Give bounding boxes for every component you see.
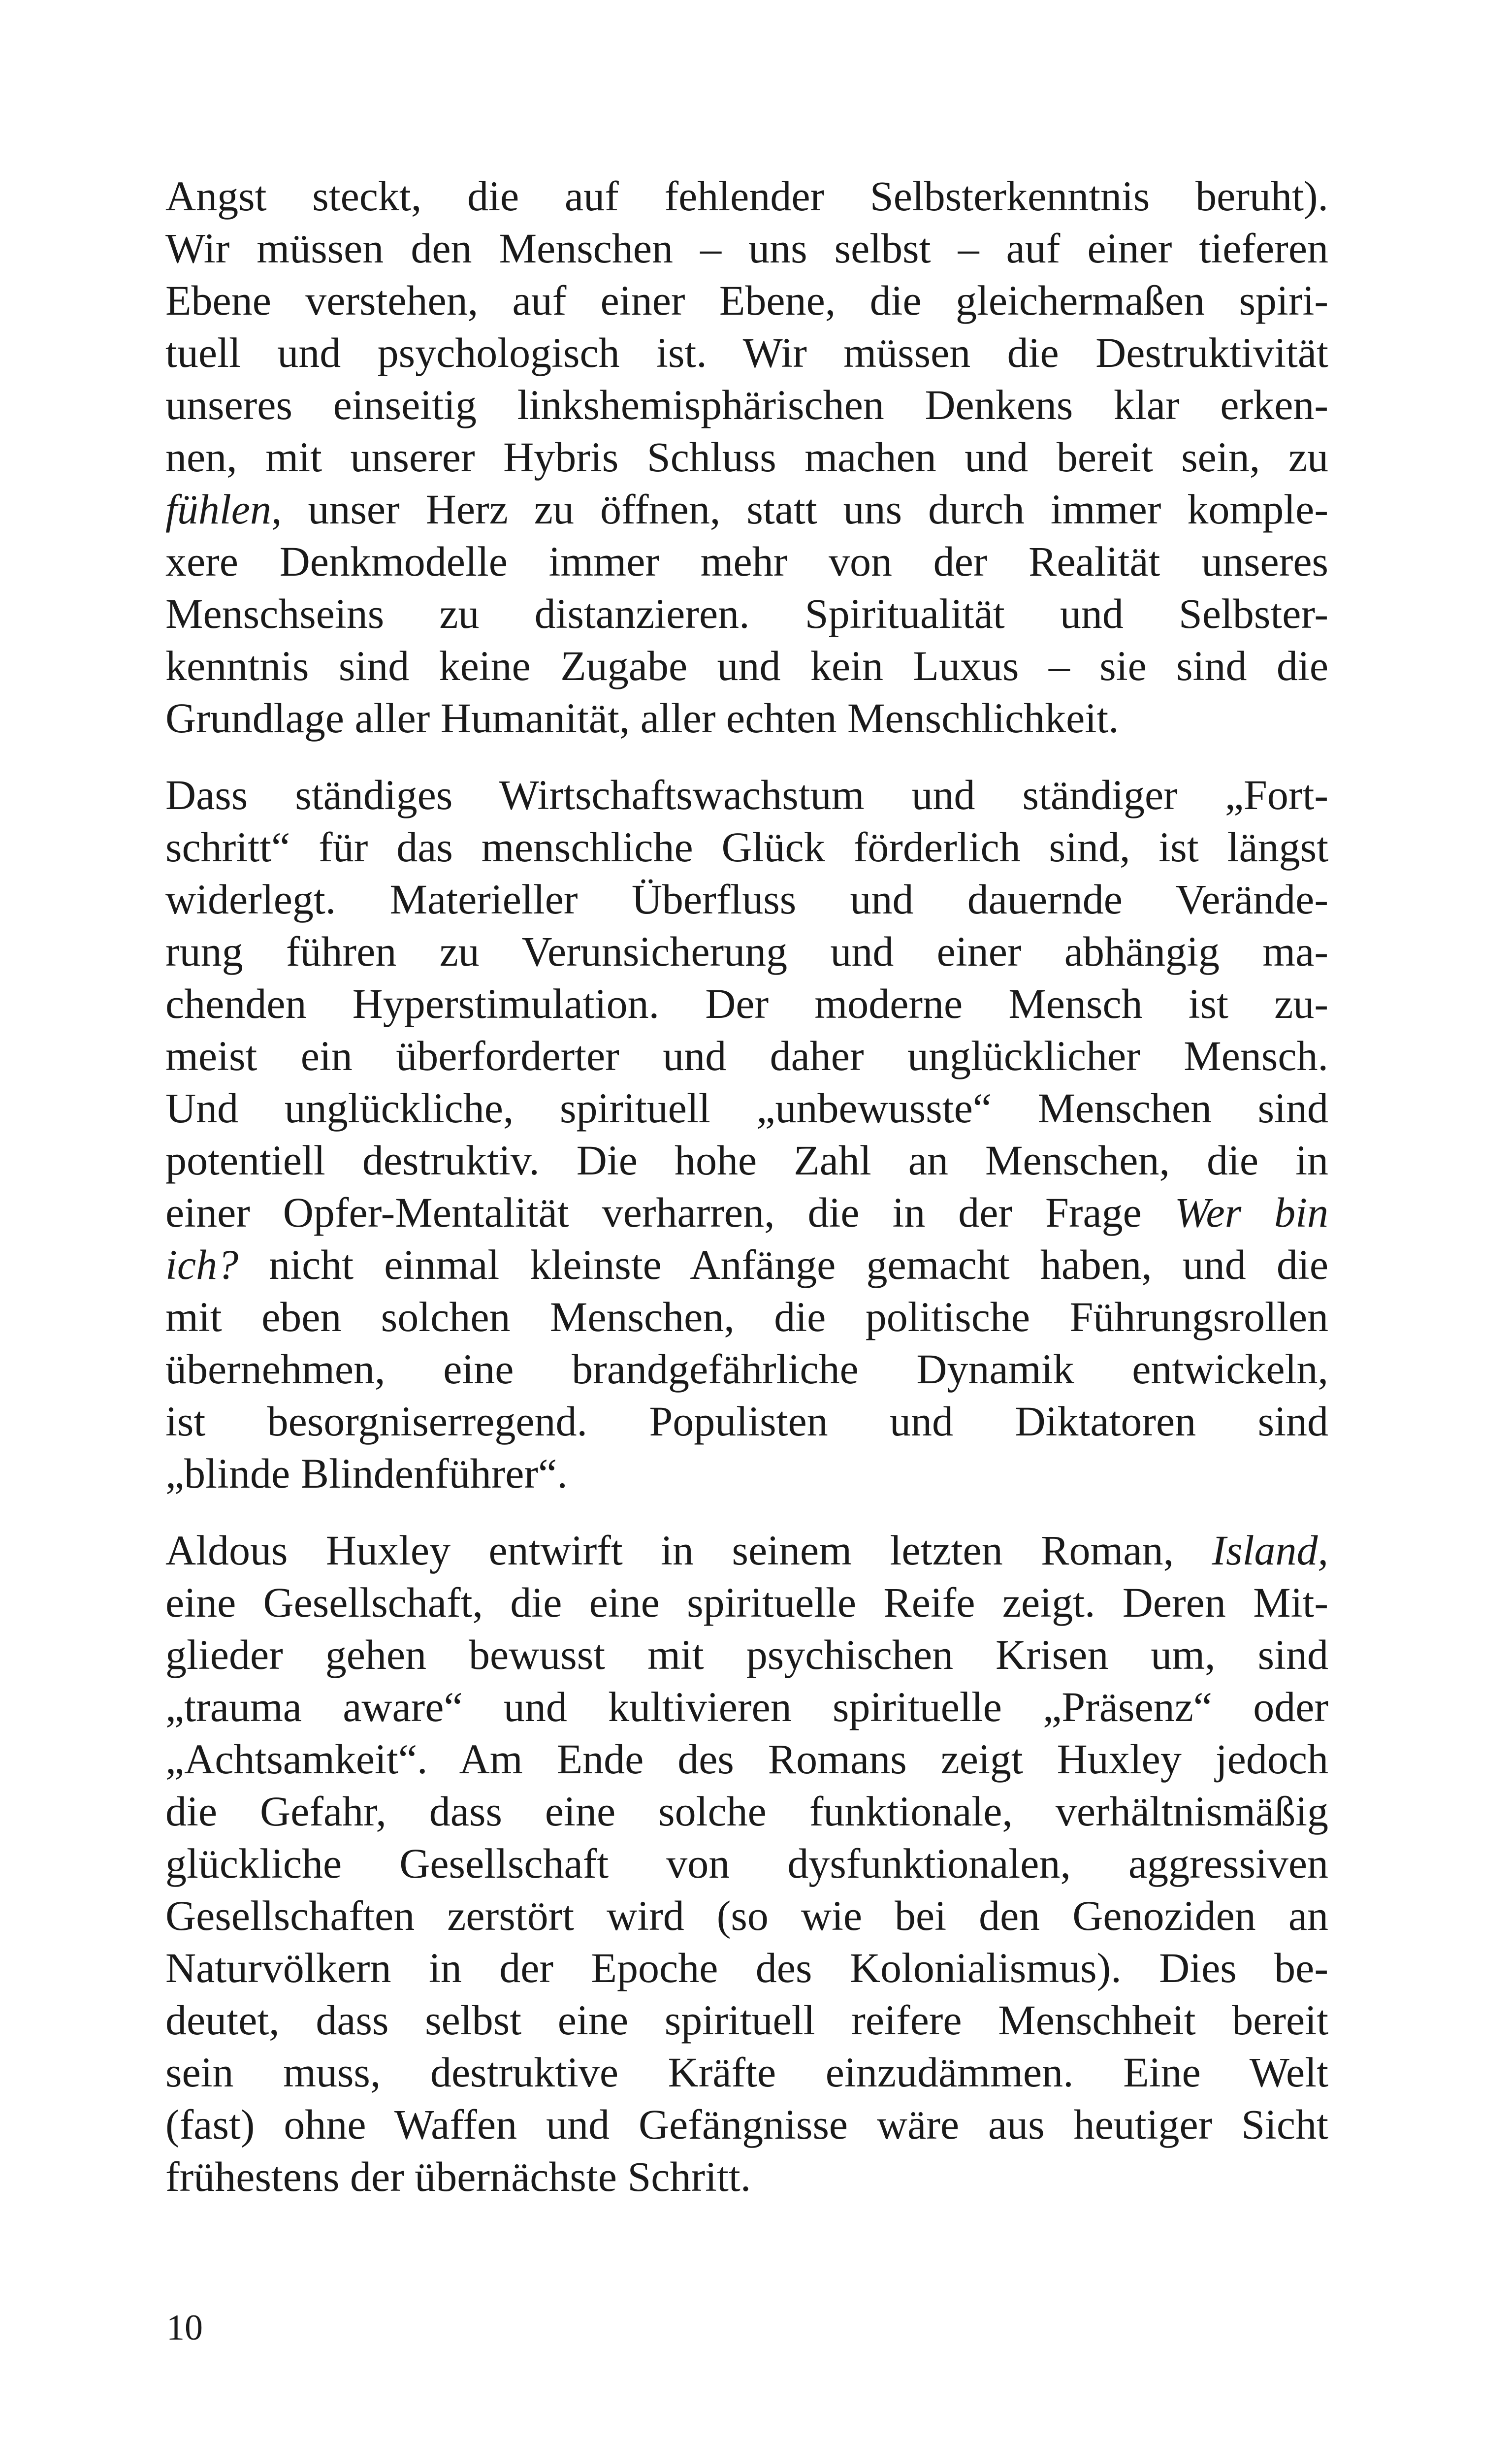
text-line: Angst steckt, die auf fehlender Selbsterkenntnis beruht). <box>165 172 1328 220</box>
text-line: Grundlage aller Humanität, aller echten Menschlichkeit. <box>165 694 1119 742</box>
text-line: „trauma aware“ und kultivieren spirituelle „Präsenz“ oder <box>165 1683 1328 1730</box>
text-line: unseres einseitig linkshemisphärischen Denkens klar erken- <box>165 381 1328 428</box>
text-line: einer Opfer-Mentalität verharren, die in der Frage Wer bin <box>165 1189 1328 1236</box>
text-line: Wir müssen den Menschen – uns selbst – auf einer tieferen <box>165 225 1328 272</box>
text-line: Aldous Huxley entwirft in seinem letzten Roman, Island, <box>165 1527 1328 1574</box>
text-line: tuell und psychologisch ist. Wir müssen die Destruktivität <box>165 329 1328 376</box>
text-line: glückliche Gesellschaft von dysfunktionalen, aggressiven <box>165 1840 1328 1887</box>
text-line: eine Gesellschaft, die eine spirituelle Reife zeigt. Deren Mit- <box>165 1579 1328 1626</box>
text-line: meist ein überforderter und daher unglücklicher Mensch. <box>165 1032 1328 1079</box>
text-line: „Achtsamkeit“. Am Ende des Romans zeigt Huxley jedoch <box>165 1735 1328 1783</box>
text-line: deutet, dass selbst eine spirituell reifere Menschheit bereit <box>165 1996 1328 2044</box>
text-line: ich? nicht einmal kleinste Anfänge gemacht haben, und die <box>165 1241 1328 1288</box>
text-line: die Gefahr, dass eine solche funktionale, verhältnismäßig <box>165 1788 1328 1835</box>
text-line: mit eben solchen Menschen, die politische Führungsrollen <box>165 1293 1328 1340</box>
text-line: potentiell destruktiv. Die hohe Zahl an Menschen, die in <box>165 1137 1328 1184</box>
text-line: widerlegt. Materieller Überfluss und dauernde Verände- <box>165 876 1328 923</box>
text-line: sein muss, destruktive Kräfte einzudämmen. Eine Welt <box>165 2049 1328 2096</box>
text-line: schritt“ für das menschliche Glück förderlich sind, ist längst <box>165 823 1328 871</box>
page-number: 10 <box>166 2308 203 2348</box>
text-line: Naturvölkern in der Epoche des Kolonialismus). Dies be- <box>165 1944 1328 1991</box>
text-line: chenden Hyperstimulation. Der moderne Mensch ist zu- <box>165 980 1328 1027</box>
text-line: nen, mit unserer Hybris Schluss machen und bereit sein, zu <box>165 433 1328 481</box>
text-line: „blinde Blindenführer“. <box>165 1450 568 1497</box>
text-line: Ebene verstehen, auf einer Ebene, die gleichermaßen spiri- <box>165 277 1328 324</box>
text-line: frühestens der übernächste Schritt. <box>165 2153 751 2200</box>
text-line: (fast) ohne Waffen und Gefängnisse wäre aus heutiger Sicht <box>165 2101 1328 2148</box>
text-line: übernehmen, eine brandgefährliche Dynamik entwickeln, <box>165 1345 1328 1393</box>
text-line: Und unglückliche, spirituell „unbewusste“ Menschen sind <box>165 1084 1328 1132</box>
text-line: glieder gehen bewusst mit psychischen Krisen um, sind <box>165 1631 1328 1678</box>
paragraph-2 <box>165 769 1328 1499</box>
emphasis-text: fühlen <box>165 486 271 533</box>
emphasis-text: ich? <box>165 1241 239 1288</box>
text-line: ist besorgniserregend. Populisten und Diktatoren sind <box>165 1398 1328 1445</box>
emphasis-text: Wer bin <box>1174 1189 1328 1236</box>
emphasis-text: Island, <box>1212 1527 1328 1574</box>
text-line: rung führen zu Verunsicherung und einer abhängig ma- <box>165 928 1328 975</box>
text-line: Dass ständiges Wirtschaftswachstum und ständiger „Fort- <box>165 771 1328 818</box>
text-line: fühlen, unser Herz zu öffnen, statt uns durch immer komple- <box>165 486 1328 533</box>
paragraph-3 <box>165 1524 1328 2203</box>
body-text <box>165 170 1328 2203</box>
text-line: xere Denkmodelle immer mehr von der Realität unseres <box>165 538 1328 585</box>
text-line: Gesellschaften zerstört wird (so wie bei den Genoziden an <box>165 1892 1328 1939</box>
paragraph-1 <box>165 170 1328 744</box>
text-line: kenntnis sind keine Zugabe und kein Luxus – sie sind die <box>165 642 1328 689</box>
text-line: Menschseins zu distanzieren. Spiritualität und Selbster- <box>165 590 1328 637</box>
